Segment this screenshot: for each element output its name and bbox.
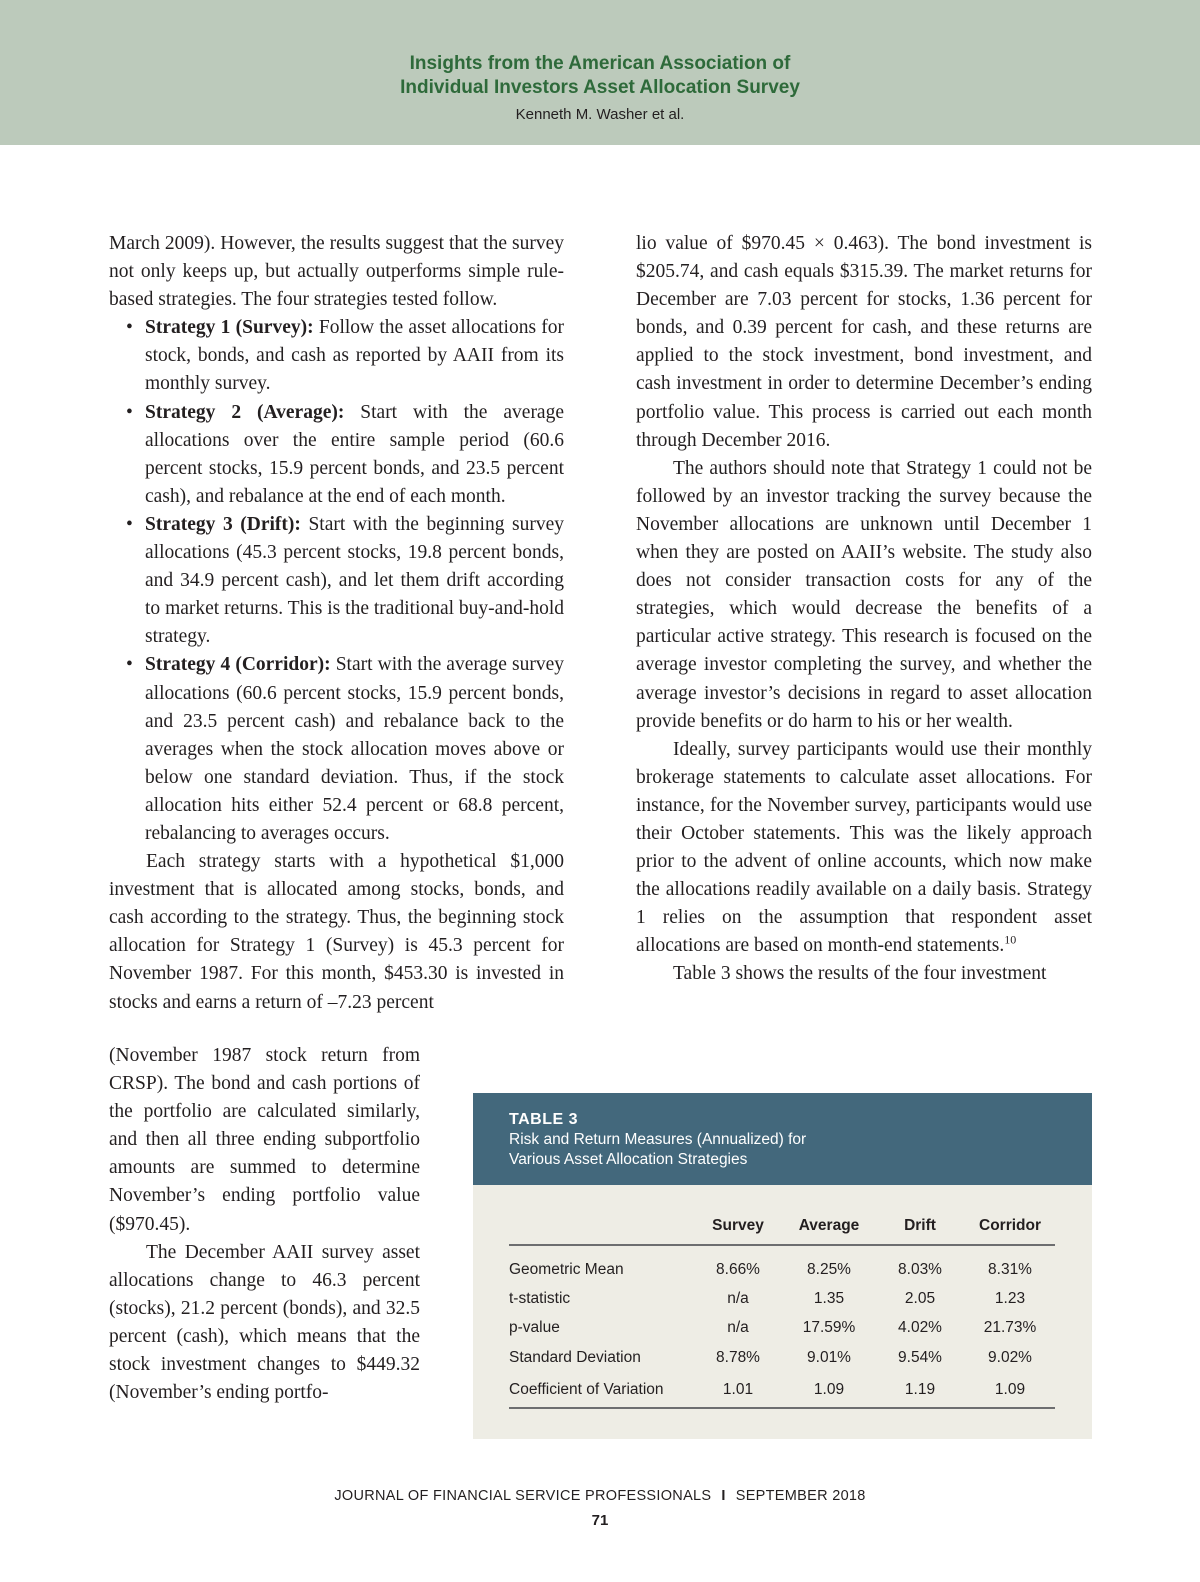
- table-cell: 1.19: [875, 1373, 965, 1408]
- left-column-narrow: [109, 1042, 420, 1407]
- table-cell: 2.05: [904, 1289, 936, 1307]
- column-header: Average: [783, 1217, 875, 1245]
- table-3: [473, 1093, 1092, 1439]
- table-cell: 17.59%: [802, 1319, 856, 1337]
- bullet: •: [126, 317, 133, 339]
- table-row: [509, 1343, 1055, 1373]
- table-cell: 8.03%: [898, 1261, 942, 1278]
- footer-separator: I: [721, 1488, 726, 1504]
- strategy-name: Strategy 1 (Survey):: [145, 317, 314, 339]
- strategy-item: [109, 399, 564, 511]
- table-cell: 1.23: [994, 1289, 1026, 1307]
- table-cell: 21.73%: [983, 1319, 1037, 1337]
- paragraph-december: The December AAII survey asset allocations change to 46.3 percent (stocks), 21.2 percent (bonds), and 32.5 percent (cash), which means that the stock investment changes to $449.32 (November’s ending portfo-: [109, 1241, 420, 1404]
- paragraph-table-intro: Table 3 shows the results of the four investment: [673, 963, 1047, 985]
- header-author: Kenneth M. Washer et al.: [515, 106, 685, 123]
- paragraph-ideally-text: Ideally, survey participants would use their monthly brokerage statements to calculate asset allocations. For instance, for the November survey, participants would use their October statements. This was the likely approach prior to the advent of online accounts, which now make the allocations readily available on a daily basis. Strategy 1 relies on the assumption that respondent asset allocations are based on month-end statements.: [636, 738, 1092, 957]
- row-label: Coefficient of Variation: [509, 1373, 693, 1408]
- table-row: [509, 1314, 1055, 1344]
- footnote-marker: 10: [1004, 932, 1017, 947]
- paragraph-ideally: [636, 736, 1092, 961]
- row-label: Standard Deviation: [509, 1348, 641, 1366]
- strategy-text: Start with the average allocations over the entire sample period (60.6 percent stocks, 15.9 percent bonds, and 23.5 percent cash), and rebalance at the end of each month.: [145, 401, 564, 507]
- header-title-line-1: Insights from the American Association of: [409, 53, 791, 74]
- table-cell: n/a: [727, 1289, 749, 1307]
- table-cell: 1.09: [783, 1373, 875, 1408]
- table-number: TABLE 3: [509, 1111, 578, 1128]
- right-column: [636, 230, 1092, 989]
- intro-paragraph: March 2009). However, the results suggest that the survey not only keeps up, but actually outperforms simple rule-based strategies. The four strategies tested follow.: [109, 233, 564, 311]
- left-column: [109, 230, 564, 1017]
- strategy-text: Start with the average survey allocations (60.6 percent stocks, 15.9 percent bonds, and 23.5 percent cash) and rebalance back to the averages when the stock allocation moves above or below one standard deviation. Thus, if the stock allocation hits either 52.4 percent or 68.8 percent, rebalancing to averages occurs.: [145, 654, 565, 844]
- column-header: [509, 1217, 693, 1245]
- table-cell: 9.01%: [807, 1348, 851, 1366]
- column-header: Corridor: [965, 1217, 1055, 1245]
- strategy-list: [109, 314, 564, 848]
- table-cell: 8.31%: [988, 1261, 1032, 1278]
- page-number: 71: [591, 1512, 609, 1529]
- row-label: p-value: [509, 1319, 560, 1337]
- paragraph-authors-note: The authors should note that Strategy 1 could not be followed by an investor tracking the survey because the November allocations are unknown until December 1 when they are posted on AAII’s website. The study also does not consider transaction costs for any of the strategies, which would decrease the benefits of a particular active strategy. This research is focused on the average investor completing the survey, and whether the average investor’s decisions in regard to asset allocation provide benefits or do harm to his or her wealth.: [636, 457, 1092, 732]
- strategy-name: Strategy 4 (Corridor):: [145, 654, 331, 676]
- table-caption-line-1: Risk and Return Measures (Annualized) for: [509, 1131, 807, 1148]
- table-cell: 8.78%: [716, 1348, 760, 1366]
- table-cell: 1.01: [693, 1373, 783, 1408]
- strategy-item: [109, 314, 564, 398]
- table-header-row: [509, 1217, 1055, 1245]
- column-header: Drift: [875, 1217, 965, 1245]
- running-footer: [0, 1488, 1200, 1504]
- bullet: •: [126, 654, 133, 676]
- table-cell: 9.54%: [898, 1348, 942, 1366]
- strategy-item: [109, 651, 564, 848]
- table-cell: 1.09: [965, 1373, 1055, 1408]
- bullet: •: [126, 401, 133, 423]
- header-title-line-2: Individual Investors Asset Allocation Survey: [400, 77, 800, 98]
- strategy-text: Start with the beginning survey allocations (45.3 percent stocks, 19.8 percent bonds, and 34.9 percent cash), and let them drift according to market returns. This is the traditional buy-and-hold strategy.: [145, 513, 564, 648]
- row-label: Geometric Mean: [509, 1261, 624, 1278]
- issue-date: SEPTEMBER 2018: [735, 1488, 866, 1504]
- paragraph-portfolio-value: lio value of $970.45 × 0.463). The bond investment is $205.74, and cash equals $315.39. The market returns for December are 7.03 percent for stocks, 1.36 percent for bonds, and 0.39 percent for cash, and these returns are applied to the stock investment, bond investment, and cash investment in order to determine December’s ending portfolio value. This process is carried out each month through December 2016.: [636, 233, 1092, 451]
- journal-name: JOURNAL OF FINANCIAL SERVICE PROFESSIONALS: [334, 1488, 712, 1504]
- table-cell: 1.35: [813, 1289, 845, 1307]
- results-table: [509, 1217, 1055, 1409]
- table-cell: n/a: [727, 1319, 749, 1337]
- table-cell: 8.66%: [716, 1261, 760, 1278]
- table-cell: 9.02%: [988, 1348, 1032, 1366]
- table-row: [509, 1284, 1055, 1314]
- table-row: [509, 1245, 1055, 1284]
- strategy-item: [109, 511, 564, 651]
- strategy-text: Follow the asset allocations for stock, bonds, and cash as reported by AAII from its monthly survey.: [145, 317, 565, 395]
- bullet: •: [126, 513, 133, 535]
- paragraph-each-strategy-cont: (November 1987 stock return from CRSP). The bond and cash portions of the portfolio are calculated similarly, and then all three ending subportfolio amounts are summed to determine November’s ending portfolio value ($970.45).: [109, 1045, 420, 1235]
- table-row: [509, 1373, 1055, 1408]
- running-header: [0, 0, 1200, 145]
- table-cell: 4.02%: [898, 1319, 942, 1337]
- strategy-name: Strategy 3 (Drift):: [145, 513, 301, 535]
- strategy-name: Strategy 2 (Average):: [145, 401, 345, 423]
- paragraph-each-strategy: Each strategy starts with a hypothetical $1,000 investment that is allocated among stocks, bonds, and cash according to the strategy. Thus, the beginning stock allocation for Strategy 1 (Survey) is 45.3 percent for November 1987. For this month, $453.30 is invested in stocks and earns a return of –7.23 percent: [109, 851, 564, 1013]
- column-header: Survey: [693, 1217, 783, 1245]
- table-caption-line-2: Various Asset Allocation Strategies: [509, 1151, 748, 1168]
- table-cell: 8.25%: [807, 1261, 851, 1278]
- row-label: t-statistic: [509, 1289, 571, 1307]
- table-header-bar: [473, 1093, 1092, 1185]
